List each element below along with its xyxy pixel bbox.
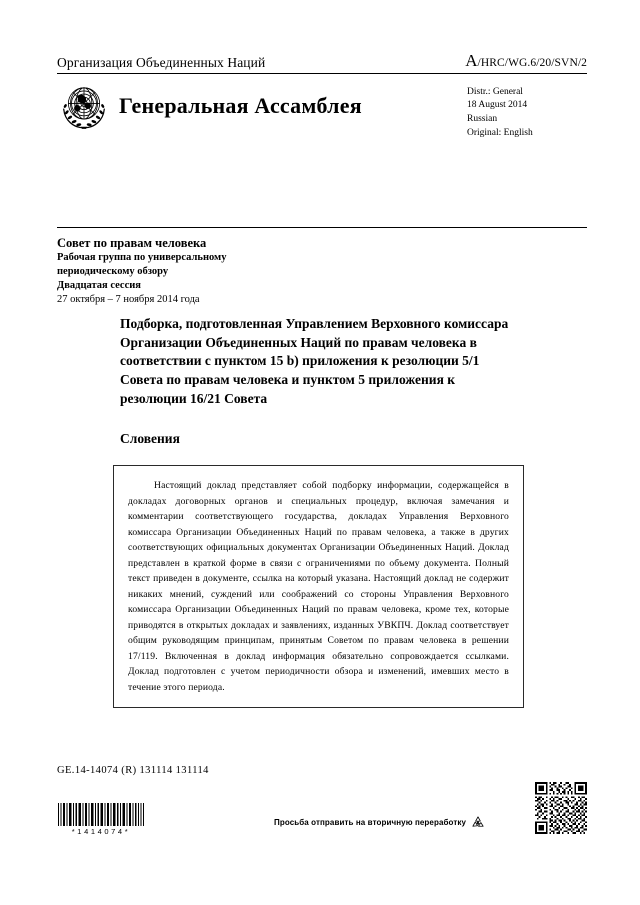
document-symbol-series: A (465, 51, 478, 70)
body-separator-rule (57, 227, 587, 228)
masthead-top-row (57, 52, 587, 73)
summary-paragraph: Настоящий доклад представляет собой подборку информации, содержащейся в докладах договорных органов и специальных процедур, включая замечания и комментарии соответствующего государства, докладах Управления Верховного комиссара Организации Объединенных Наций по правам человека, а также в других соответствующих официальных документах Организации Объединенных Наций. Доклад представлен в краткой форме в связи с ограничениями по объему документа. Полный текст приведен в документе, ссылка на который указана. Настоящий доклад не содержит никаких мнений, суждений или соображений со стороны Управления Верховного комиссара Организации Объединенных Наций по правам человека, кроме тех, которые приводятся в открытых докладах и заявлениях, изданных УВКПЧ. Доклад соответствует общим руководящим принципам, принятым Советом по правам человека в решении 17/119. Включенная в доклад информация обязательно сопровождается ссылками. Доклад подготовлен с учетом периодичности обзора и изменений, имевших место в течение этого периода. (128, 480, 509, 693)
distr-line: Distr.: General (467, 86, 523, 97)
country-name: Словения (120, 431, 180, 446)
document-symbol (465, 52, 587, 71)
masthead-rule-top (57, 73, 587, 74)
footer-row (57, 782, 587, 836)
footer (57, 765, 587, 836)
council-block (57, 235, 457, 307)
masthead-main-row (57, 80, 587, 141)
masthead (57, 52, 587, 141)
session-number: Двадцатая сессия (57, 279, 141, 291)
document-symbol-rest: /HRC/WG.6/20/SVN/2 (477, 57, 587, 69)
distr-original: Original: English (467, 127, 533, 138)
summary-box (113, 465, 524, 708)
qr-code-icon (535, 782, 587, 834)
barcode-number: *1414074* (71, 826, 131, 836)
un-emblem-icon (57, 80, 111, 132)
recycle-text: Просьба отправить на вторичную переработку (273, 817, 467, 827)
job-number: GE.14-14074 (R) 131114 131114 (57, 765, 209, 776)
council-title: Совет по правам человека (57, 236, 207, 250)
barcode-icon (57, 803, 145, 826)
distr-date: 18 August 2014 (467, 100, 528, 111)
distribution-block (467, 80, 587, 141)
emblem-and-body-name (57, 80, 362, 132)
qr-block (535, 782, 587, 834)
body-name: Генеральная Ассамблея (119, 93, 362, 119)
barcode-block (57, 803, 145, 836)
working-group-line2: периодическому обзору (57, 265, 169, 277)
session-dates: 27 октября – 7 ноября 2014 года (57, 294, 200, 306)
recycle-icon (470, 815, 486, 830)
working-group-line1: Рабочая группа по универсальному (57, 252, 227, 264)
page-title: Подборка, подготовленная Управлением Верховного комиссара Организации Объединенных Наций по правам человека в соответствии с пунктом 15 b) приложения к резолюции 5/1 Совета по правам человека и пунктом 5 приложения к резолюции 16/21 Совета (120, 316, 509, 406)
recycle-notice (274, 815, 486, 830)
distr-language: Russian (467, 114, 498, 125)
organization-name: Организация Объединенных Наций (57, 54, 266, 70)
